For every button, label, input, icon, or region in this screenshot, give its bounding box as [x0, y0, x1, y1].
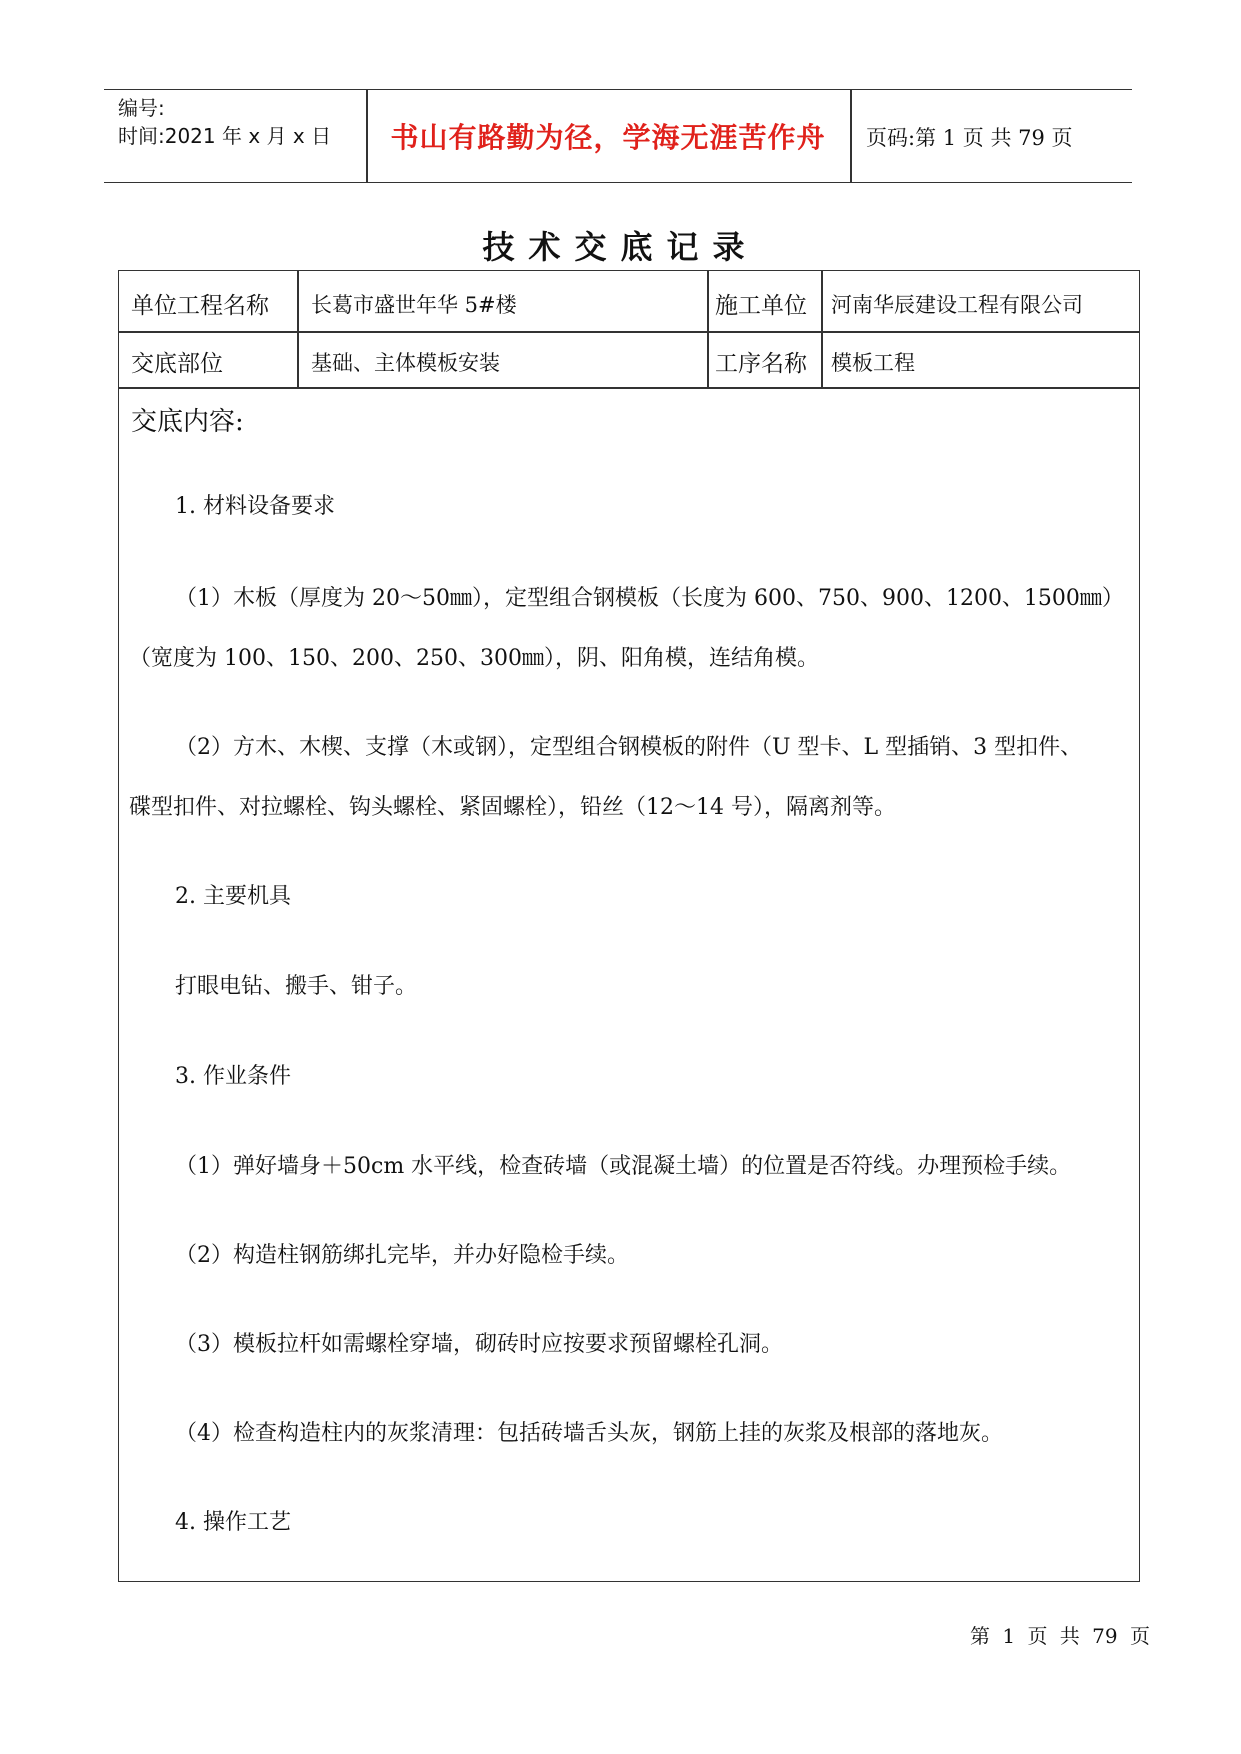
- page-footer: 第 1 页 共 79 页: [970, 1624, 1150, 1648]
- contractor-value: 河南华辰建设工程有限公司: [831, 293, 1083, 317]
- content-line: 碟型扣件、对拉螺栓、钩头螺栓、紧固螺栓），铅丝（12～14 号），隔离剂等。: [129, 795, 896, 820]
- unit-project-value: 长葛市盛世年华 5#楼: [311, 293, 517, 317]
- content-line: （宽度为 100、150、200、250、300㎜），阴、阳角模，连结角模。: [129, 646, 819, 671]
- unit-project-label: 单位工程名称: [131, 293, 269, 319]
- header-divider: [850, 90, 852, 182]
- disclosure-table: [118, 270, 1140, 1582]
- page-title: 技术交底记录: [482, 228, 759, 266]
- column-divider: [821, 271, 823, 387]
- section-heading: 2. 主要机具: [175, 884, 291, 909]
- contractor-label: 施工单位: [715, 293, 807, 319]
- content-line: （3）模板拉杆如需螺栓穿墙，砌砖时应按要求预留螺栓孔洞。: [175, 1332, 783, 1357]
- time-label: 时间:2021 年 x 月 x 日: [118, 124, 332, 148]
- row-divider: [119, 387, 1139, 389]
- section-heading: 1. 材料设备要求: [175, 494, 335, 519]
- header-meta: [118, 94, 331, 150]
- process-value: 模板工程: [831, 351, 915, 375]
- process-label: 工序名称: [715, 351, 807, 377]
- content-heading: 交底内容:: [131, 407, 244, 437]
- motto-text: 书山有路勤为径，学海无涯苦作舟: [390, 121, 826, 154]
- content-line: （1）木板（厚度为 20～50㎜），定型组合钢模板（长度为 600、750、900、1200、1500㎜）: [175, 586, 1124, 611]
- column-divider: [297, 271, 299, 387]
- row-divider: [119, 331, 1139, 333]
- section-heading: 4. 操作工艺: [175, 1510, 291, 1535]
- part-value: 基础、主体模板安装: [311, 351, 500, 375]
- document-header: [104, 89, 1132, 183]
- content-line: （2）构造柱钢筋绑扎完毕，并办好隐检手续。: [175, 1243, 629, 1268]
- column-divider: [707, 271, 709, 387]
- content-line: （4）检查构造柱内的灰浆清理：包括砖墙舌头灰，钢筋上挂的灰浆及根部的落地灰。: [175, 1421, 1003, 1446]
- content-line: （1）弹好墙身＋50cm 水平线，检查砖墙（或混凝土墙）的位置是否符线。办理预检手续。: [175, 1154, 1072, 1179]
- page-number-label: 页码:第 1 页 共 79 页: [866, 126, 1073, 150]
- content-line: 打眼电钻、搬手、钳子。: [175, 974, 418, 999]
- part-label: 交底部位: [131, 351, 223, 377]
- section-heading: 3. 作业条件: [175, 1064, 291, 1089]
- number-label: 编号:: [118, 96, 165, 120]
- content-line: （2）方木、木楔、支撑（木或钢），定型组合钢模板的附件（U 型卡、L 型插销、3 型扣件、: [175, 735, 1083, 760]
